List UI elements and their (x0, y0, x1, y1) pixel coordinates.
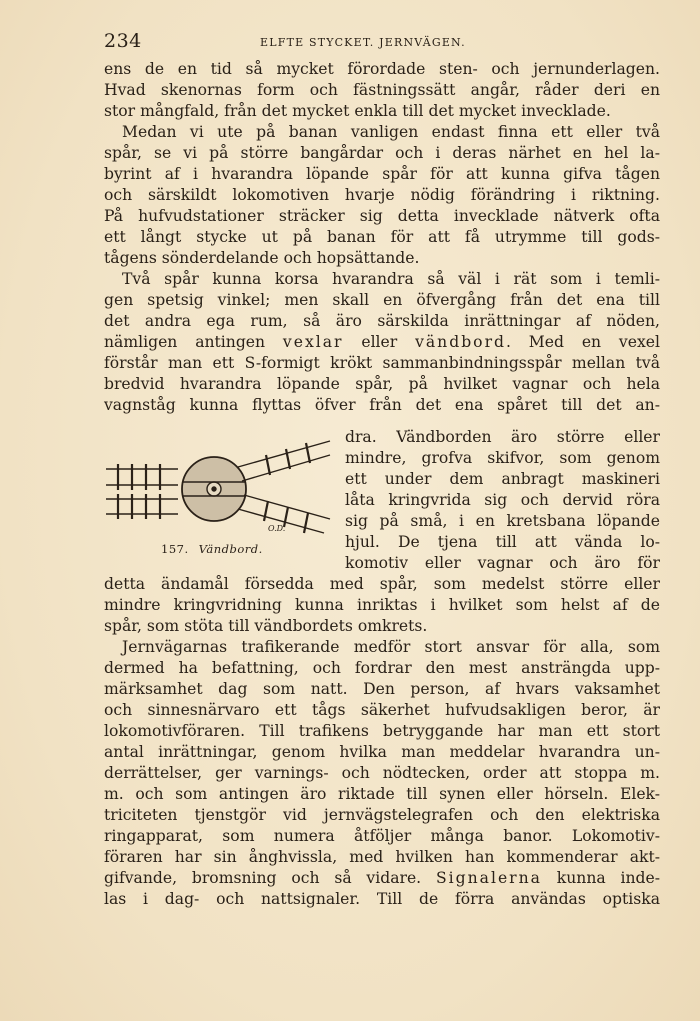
page-header (104, 30, 660, 54)
figure-turntable (98, 437, 338, 577)
text-segment: nämligen antingen (104, 333, 283, 351)
text-line: ett långt stycke ut på banan för att få utrymme till gods- (104, 228, 660, 246)
text-block-lower (104, 574, 660, 910)
text-line: vagnståg kunna flyttas öfver från det ena spåret till det an- (104, 396, 660, 414)
text-line: las i dag- och nattsignaler. Till de förra användas optiska (104, 890, 660, 908)
text-line: ringapparat, som numera åtföljer många banor. Lokomotiv- (104, 827, 660, 845)
text-segment: kunna inde- (541, 869, 660, 887)
text-line: Medan vi ute på banan vanligen endast finna ett eller två (122, 123, 660, 141)
text-line (104, 332, 660, 353)
spaced-term-vandbord: vändbord (415, 333, 507, 351)
text-line: mindre, grofva skifvor, som genom (345, 449, 660, 467)
artist-mark: O.D. (268, 524, 286, 533)
text-segment: eller (343, 333, 416, 351)
text-line: och sinnesnärvaro ett tågs säkerhet hufvudsakligen beror, är (104, 701, 660, 719)
text-line: bredvid hvarandra löpande spår, på hvilket vagnar och hela (104, 375, 660, 393)
figure-title: Vändbord. (198, 542, 263, 556)
text-line: derrättelser, ger varnings- och nödtecken, order att stoppa m. (104, 764, 660, 782)
text-line: På hufvudstationer sträcker sig detta invecklade nätverk ofta (104, 207, 660, 225)
text-segment: . Med en vexel (506, 333, 660, 351)
text-line: mindre kringvridning kunna inriktas i hvilket som helst af de (104, 596, 660, 614)
text-line: det andra ega rum, så äro särskilda inrättningar af nöden, (104, 312, 660, 330)
text-line: lokomotivföraren. Till trafikens betryggande har man ett stort (104, 722, 660, 740)
text-line: byrint af i hvarandra löpande spår för att kunna gifva tågen (104, 165, 660, 183)
text-line: spår, se vi på större bangårdar och i deras närhet en hel la- (104, 144, 660, 162)
text-line: Två spår kunna korsa hvarandra så väl i rät som i temli- (122, 270, 660, 288)
spaced-term-vexlar: vexlar (282, 333, 344, 351)
turntable-illustration (98, 437, 338, 537)
figure-caption (161, 542, 263, 556)
text-line: stor mångfald, från det mycket enkla till det mycket invecklade. (104, 102, 611, 120)
text-line: gen spetsig vinkel; men skall en öfvergång från det ena till (104, 291, 660, 309)
figure-number: 157. (161, 542, 189, 556)
text-line (104, 868, 660, 889)
text-line: förstår man ett S-formigt krökt sammanbindningsspår mellan två (104, 354, 660, 372)
text-line: dra. Vändborden äro större eller (345, 428, 660, 446)
text-block-upper (104, 59, 660, 416)
text-line: hjul. De tjena till att vända lo- (345, 533, 660, 551)
running-head: ELFTE STYCKET. JERNVÄGEN. (260, 36, 466, 49)
text-line: och särskildt lokomotiven hvarje nödig förändring i riktning. (104, 186, 660, 204)
text-line: ett under dem anbragt maskineri (345, 470, 660, 488)
text-line: ens de en tid så mycket förordade sten- och jernunderlagen. (104, 60, 660, 78)
spaced-term-signalerna: Signalerna (435, 869, 542, 887)
text-line: triciteten tjenstgör vid jernvägstelegrafen och den elektriska (104, 806, 660, 824)
text-line: m. och som antingen äro riktade till synen eller hörseln. Elek- (104, 785, 660, 803)
text-line: Jernvägarnas trafikerande medför stort ansvar för alla, som (122, 638, 660, 656)
text-line: sig på små, i en kretsbana löpande (345, 512, 660, 530)
text-line: märksamhet dag som natt. Den person, af hvars vaksamhet (104, 680, 660, 698)
text-line: antal inrättningar, genom hvilka man meddelar hvarandra un- (104, 743, 660, 761)
text-segment: gifvande, bromsning och så vidare. (104, 869, 436, 887)
text-line: dermed ha befattning, och fordrar den mest ansträngda upp- (104, 659, 660, 677)
text-line: föraren har sin ånghvissla, med hvilken han kommenderar akt- (104, 848, 660, 866)
page-number: 234 (104, 30, 142, 52)
text-line: spår, som stöta till vändbordets omkrets. (104, 617, 428, 635)
text-line: detta ändamål försedda med spår, som medelst större eller (104, 575, 660, 593)
text-line: låta kringvrida sig och dervid röra (345, 491, 660, 509)
text-line: Hvad skenornas form och fästningssätt angår, råder deri en (104, 81, 660, 99)
text-line: komotiv eller vagnar och äro för (345, 554, 660, 572)
text-line: tågens sönderdelande och hopsättande. (104, 249, 420, 267)
